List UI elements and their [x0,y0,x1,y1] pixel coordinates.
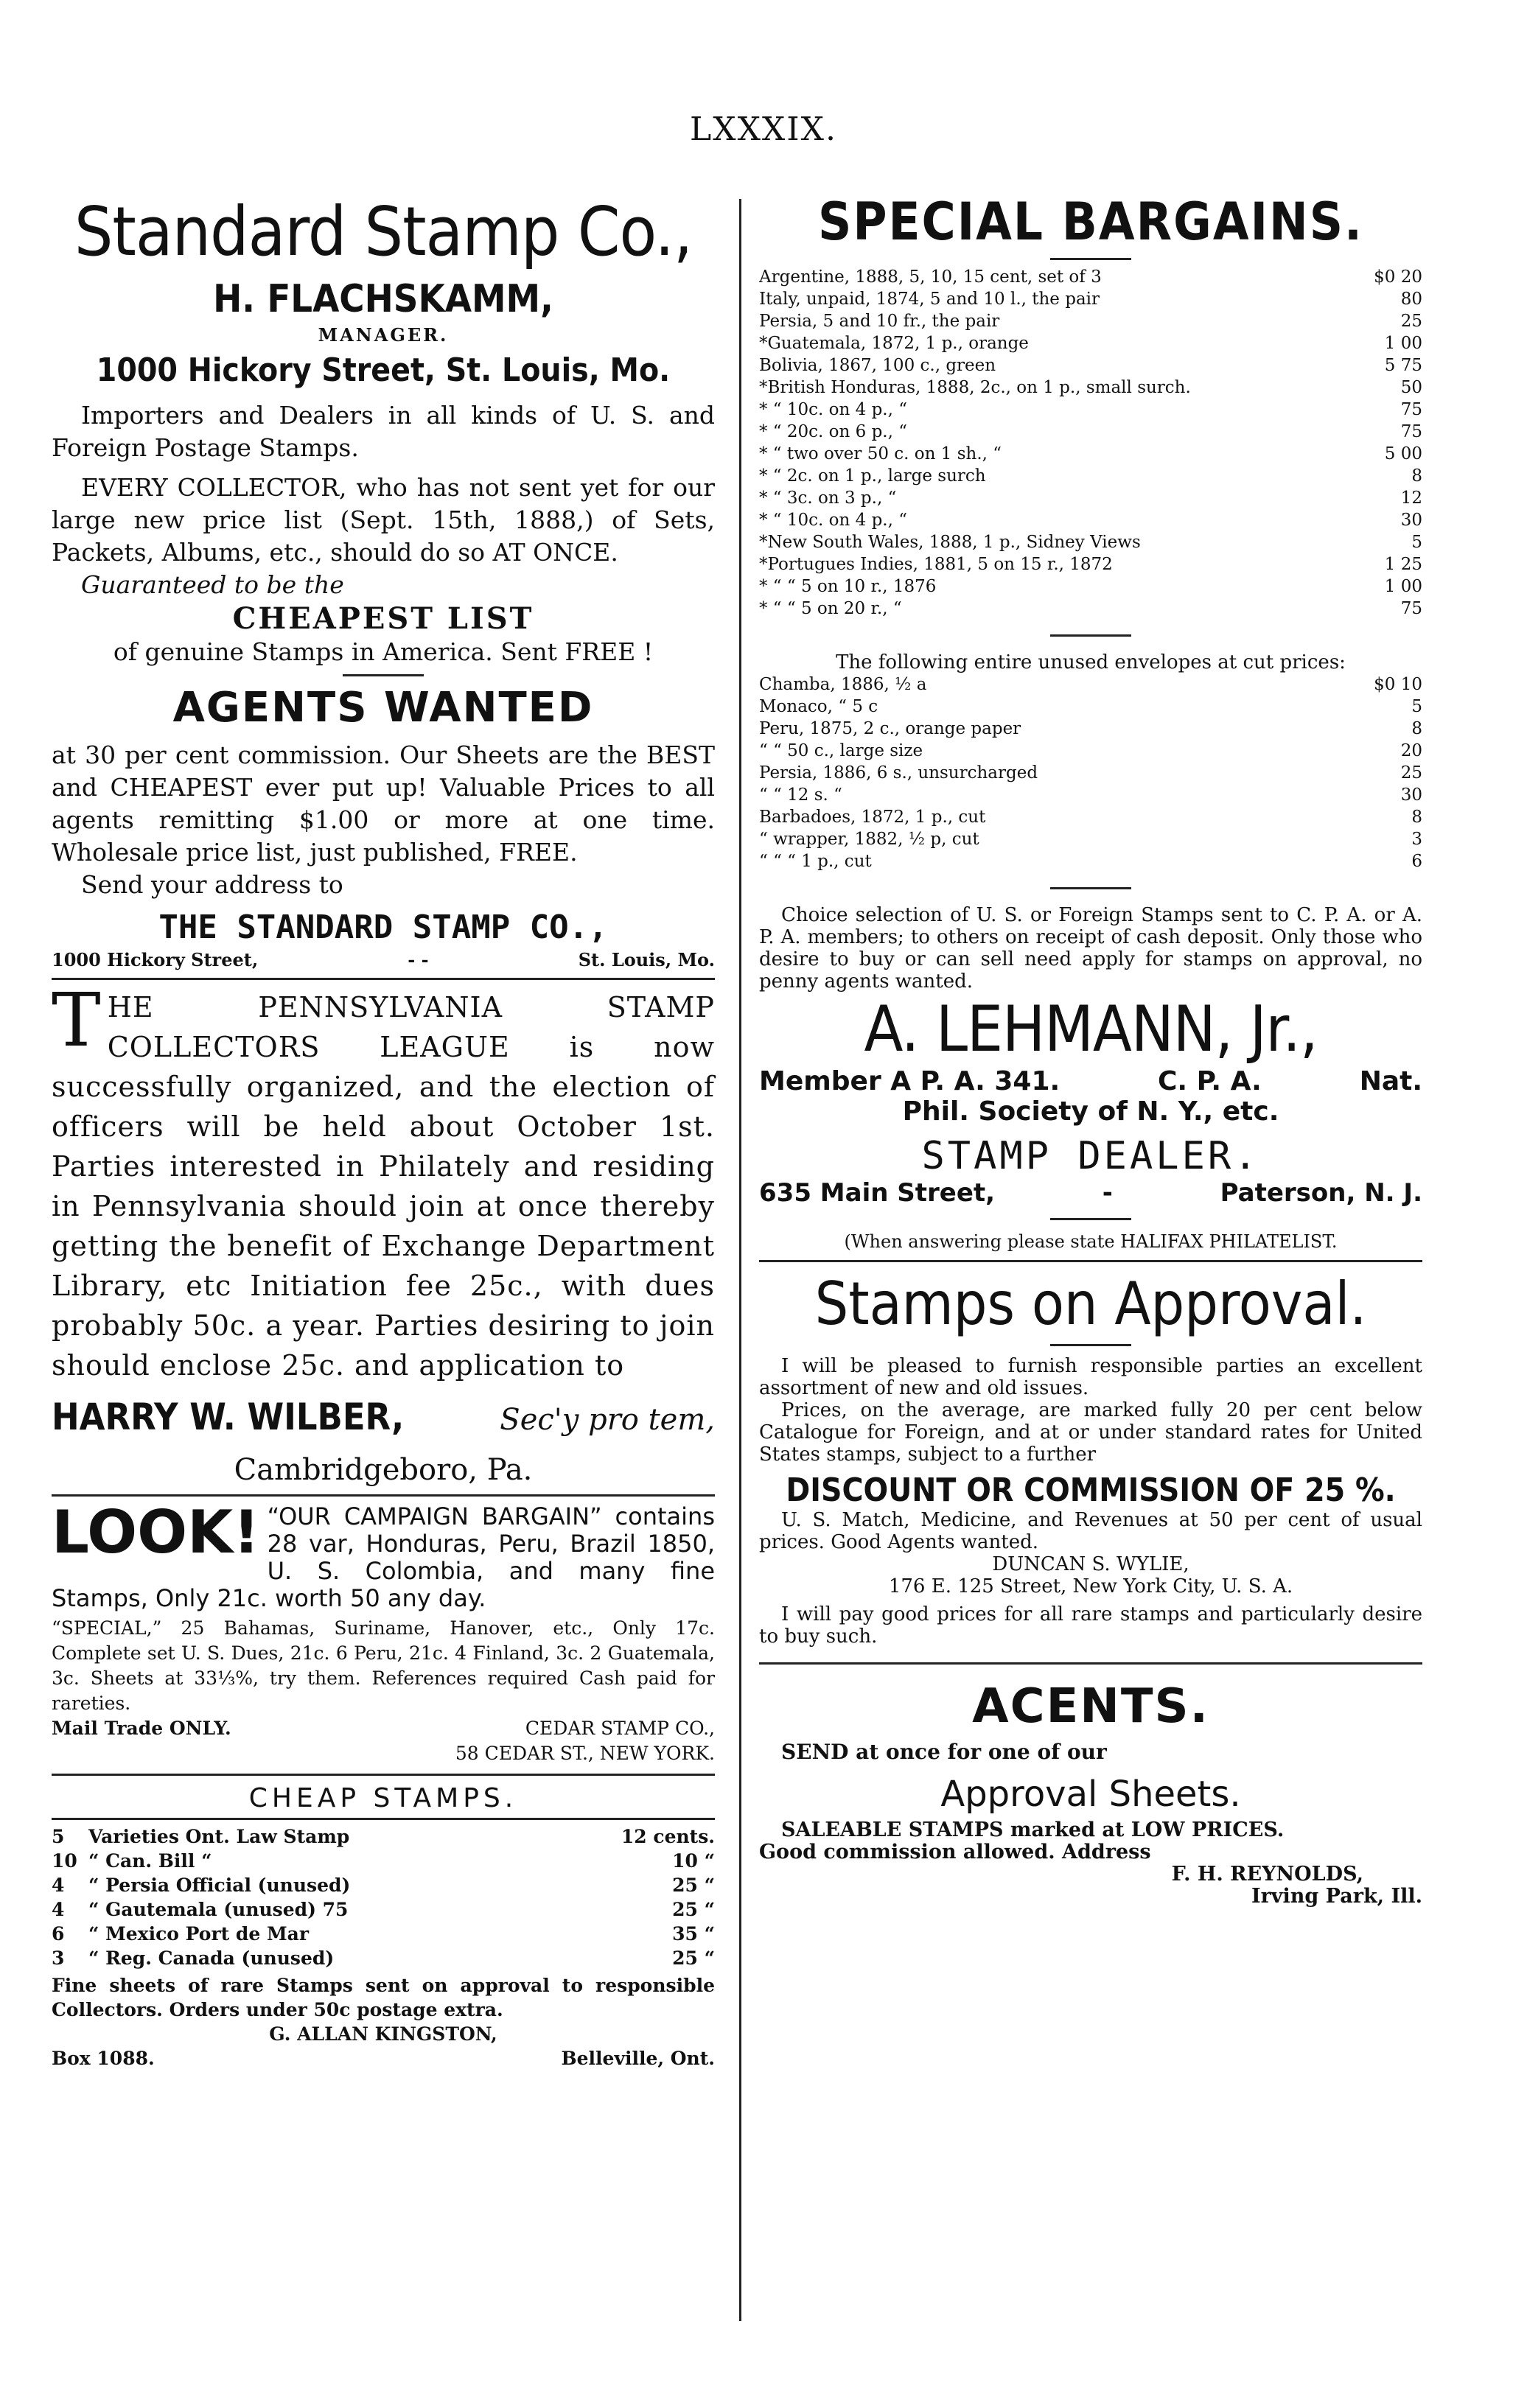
member-nat: Nat. [1359,1066,1422,1096]
divider [1050,887,1131,889]
item-name: “ Gautemala (unused) 75 [88,1899,349,1920]
bargain-list [759,266,1422,620]
item-price: 5 [1411,697,1422,716]
item-price: 25 “ [672,1875,715,1896]
cedar-stamp-ad [52,1498,715,1766]
lehmann-street: 635 Main Street, [759,1178,996,1208]
wylie-address: 176 E. 125 Street, New York City, U. S. A. [888,1575,1293,1597]
divider [1050,1344,1131,1346]
send-address-text: Send your address to [81,870,343,899]
item-quantity: 5 [52,1826,65,1847]
list-item [759,575,1422,598]
approval-p2: Prices, on the average, are marked fully 20 per cent below Catalogue for Foreign, and at or under standard rates for United States stamps, subject to a further [759,1399,1422,1466]
item-name: *Guatemala, 1872, 1 p., orange [759,334,1029,353]
address-street: 1000 Hickory Street, [52,949,259,970]
list-item [52,1922,715,1946]
list-item [759,465,1422,487]
item-quantity: 6 [52,1923,65,1945]
item-name: “ Mexico Port de Mar [88,1923,310,1945]
cedar-address: 58 CEDAR ST., NEW YORK. [455,1743,715,1764]
item-price: 30 [1400,511,1422,530]
discount-heading: DISCOUNT OR COMMISSION OF 25 %. [786,1471,1396,1509]
item-quantity: 10 [52,1850,77,1872]
address-dash: - [1102,1178,1113,1208]
item-price: 75 [1400,400,1422,419]
item-price: 1 00 [1384,334,1422,353]
list-item [52,1849,715,1873]
list-item [759,531,1422,553]
envelopes-heading: The following entire unused envelopes at cut prices: [836,651,1346,673]
drop-cap: T [52,977,102,1063]
ad-title: Standard Stamp Co., [74,192,693,271]
divider [759,1260,1422,1262]
item-price: 12 cents. [621,1826,715,1847]
cedar-name: CEDAR STAMP CO., [525,1718,715,1739]
standard-co-name: THE STANDARD STAMP CO., [158,909,608,946]
item-price: 25 “ [672,1899,715,1920]
choice-text: Choice selection of U. S. or Foreign Stamps sent to C. P. A. or A. P. A. members; to others on receipt of cash deposit. Only those who desire to buy or can sell need apply for stamps on approval, no penny agents wanted. [759,904,1422,993]
item-quantity: 3 [52,1947,65,1969]
item-price: 1 00 [1384,577,1422,596]
approval-p3: U. S. Match, Medicine, and Revenues at 50 per cent of usual prices. Good Agents wanted. [759,1509,1422,1553]
divider [52,1818,715,1820]
item-name: “ “ 12 s. “ [759,785,842,805]
page-number: LXXXIX. [690,111,837,148]
approval-p1: I will be pleased to furnish responsible parties an excellent assortment of new and old issues. [759,1355,1422,1399]
list-item [759,673,1422,696]
list-item [759,740,1422,762]
lehmann-city: Paterson, N. J. [1220,1178,1422,1208]
item-name: * “ “ 5 on 20 r., “ [759,599,902,618]
item-name: * “ 20c. on 6 p., “ [759,422,907,441]
item-name: *British Honduras, 1888, 2c., on 1 p., small surch. [759,378,1191,397]
item-name: * “ 3c. on 3 p., “ [759,489,897,508]
send-text: SEND at once for one of our [781,1740,1107,1764]
look-heading: LOOK! [52,1498,260,1567]
divider [1050,1218,1131,1220]
signer-place: Cambridgeboro, Pa. [234,1453,533,1487]
item-price: 75 [1400,599,1422,618]
item-quantity: 4 [52,1875,65,1896]
item-name: Argentine, 1888, 5, 10, 15 cent, set of 3 [759,267,1102,287]
reynolds-place: Irving Park, Ill. [1251,1885,1422,1908]
manager-role: MANAGER. [318,324,449,346]
lehmann-ad [759,993,1422,1208]
cheap-stamps-list [52,1824,715,1970]
item-name: * “ 10c. on 4 p., “ [759,400,907,419]
item-name: * “ 2c. on 1 p., large surch [759,466,986,486]
item-name: Persia, 5 and 10 fr., the pair [759,312,1000,331]
item-name: Barbadoes, 1872, 1 p., cut [759,808,986,827]
guaranteed-text: Guaranteed to be the [81,570,344,599]
agents-wanted-heading: AGENTS WANTED [172,684,594,732]
standard-co-address [52,949,715,970]
membership-line [759,1066,1422,1096]
item-name: * “ two over 50 c. on 1 sh., “ [759,444,1002,463]
collector-text: EVERY COLLECTOR, who has not sent yet for our large new price list (Sept. 15th, 1888,) of Sets, Packets, Albums, etc., should do so AT ONCE. [52,473,715,567]
fine-sheets-text: Fine sheets of rare Stamps sent on approval to responsible Collectors. Orders under 50c postage extra. [52,1975,715,2020]
agents-text: at 30 per cent commission. Our Sheets are the BEST and CHEAPEST ever put up! Valuable Prices to all agents remitting $1.00 or more at one time. Wholesale price list, just published, FREE. [52,741,715,867]
item-price: 25 [1400,763,1422,783]
item-price: 25 [1400,312,1422,331]
signer-title: Sec'y pro tem, [500,1403,715,1437]
list-item [759,266,1422,288]
item-name: Monaco, “ 5 c [759,697,878,716]
address-city: St. Louis, Mo. [578,949,715,970]
list-item [759,850,1422,872]
list-item [759,718,1422,740]
pennsylvania-league-ad [52,977,715,1487]
divider [343,674,424,676]
campaign-bargain-text [52,1498,715,1613]
item-name: “ “ 50 c., large size [759,741,923,760]
left-column [52,192,715,2071]
answering-note: (When answering please state HALIFAX PHILATELIST. [844,1231,1338,1252]
kingston-city: Belleville, Ont. [561,2048,715,2069]
intro-text: Importers and Dealers in all kinds of U. S. and Foreign Postage Stamps. [52,401,715,462]
special-bargains-ad [759,192,1422,993]
list-item [759,598,1422,620]
list-item [759,443,1422,465]
list-item [52,1824,715,1849]
item-name: “ Reg. Canada (unused) [88,1947,335,1969]
item-name: *Portugues Indies, 1881, 5 on 15 r., 1872 [759,555,1113,574]
list-item [759,354,1422,377]
list-item [52,1897,715,1922]
list-item [759,509,1422,531]
item-price: 8 [1411,719,1422,738]
list-item [52,1873,715,1897]
item-price: $0 10 [1374,675,1422,694]
item-price: 10 “ [672,1850,715,1872]
list-item [759,399,1422,421]
item-price: 50 [1400,378,1422,397]
item-name: “ Persia Official (unused) [88,1875,351,1896]
list-item [759,828,1422,850]
item-name: Persia, 1886, 6 s., unsurcharged [759,763,1038,783]
item-price: 12 [1400,489,1422,508]
league-text [52,977,715,1385]
item-name: Peru, 1875, 2 c., orange paper [759,719,1021,738]
kingston-name: G. ALLAN KINGSTON, [269,2023,497,2045]
item-name: “ “ “ 1 p., cut [759,852,872,871]
item-name: * “ “ 5 on 10 r., 1876 [759,577,937,596]
item-name: Varieties Ont. Law Stamp [88,1826,350,1847]
approval-sheets: Approval Sheets. [940,1774,1241,1815]
item-price: 6 [1411,852,1422,871]
list-item [759,553,1422,575]
list-item [759,487,1422,509]
reynolds-name: F. H. REYNOLDS, [1171,1863,1363,1886]
item-price: 8 [1411,466,1422,486]
divider [1050,634,1131,637]
manager-name: H. FLACHSKAMM, [213,277,553,321]
stamp-dealer: STAMP DEALER. [921,1134,1260,1178]
company-address: 1000 Hickory Street, St. Louis, Mo. [96,351,671,389]
genuine-text: of genuine Stamps in America. Sent FREE ! [113,637,654,666]
item-price: 25 “ [672,1947,715,1969]
league-signer [52,1396,715,1438]
cheap-stamps-heading: CHEAP STAMPS. [248,1783,518,1813]
divider [1050,258,1131,260]
divider [759,1662,1422,1665]
item-price: 3 [1411,830,1422,849]
envelope-list [759,673,1422,872]
list-item [759,377,1422,399]
item-price: 20 [1400,741,1422,760]
signer-name: HARRY W. WILBER, [52,1396,405,1438]
list-item [759,784,1422,806]
cedar-line [52,1716,715,1741]
divider [52,978,715,980]
special-offer-text: “SPECIAL,” 25 Bahamas, Suriname, Hanover, etc., Only 17c. Complete set U. S. Dues, 21c. 6 Peru, 21c. 4 Finland, 3c. 2 Guatemala, 3c. Sheets at 33⅓%, try them. References required Cash paid for rareties. [52,1617,715,1714]
item-quantity: 4 [52,1899,65,1920]
acents-heading: ACENTS. [972,1679,1209,1734]
list-item [759,696,1422,718]
commission-text: Good commission allowed. Address [759,1841,1151,1863]
divider [52,1494,715,1497]
list-item [759,288,1422,310]
lehmann-name: A. LEHMANN, Jr., [864,993,1318,1066]
standard-stamp-ad [52,192,715,970]
item-name: *New South Wales, 1888, 1 p., Sidney Views [759,533,1141,552]
kingston-address [52,2046,715,2071]
item-name: “ Can. Bill “ [88,1850,212,1872]
mail-trade: Mail Trade ONLY. [52,1718,231,1739]
list-item [759,332,1422,354]
box-number: Box 1088. [52,2048,155,2069]
address-dash: - - [408,949,429,970]
item-name: Chamba, 1886, ½ a [759,675,927,694]
list-item [759,310,1422,332]
list-item [52,1946,715,1970]
saleable-text: SALEABLE STAMPS marked at LOW PRICES. [781,1819,1285,1841]
item-price: 5 [1411,533,1422,552]
approval-heading: Stamps on Approval. [814,1270,1367,1338]
approval-p4: I will pay good prices for all rare stamps and particularly desire to buy such. [759,1603,1422,1648]
item-name: Bolivia, 1867, 100 c., green [759,356,996,375]
item-name: Italy, unpaid, 1874, 5 and 10 l., the pair [759,290,1100,309]
cheapest-list: CHEAPEST LIST [232,601,534,636]
item-price: 80 [1400,290,1422,309]
league-body: HE PENNSYLVANIA STAMP COLLECTORS LEAGUE is now successfully organized, and the election of officers will be held about October 1st. Parties interested in Philately and residing in Pennsylvania should join at once thereby getting the benefit of Exchange Department Library, etc Initiation fee 25c., with dues probably 50c. a year. Parties desiring to join should enclose 25c. and application to [52,991,715,1382]
lehmann-address [759,1178,1422,1208]
list-item [759,421,1422,443]
member-cpa: C. P. A. [1158,1066,1262,1096]
item-price: 30 [1400,785,1422,805]
wylie-name: DUNCAN S. WYLIE, [992,1553,1189,1575]
list-item [759,806,1422,828]
item-name: “ wrapper, 1882, ½ p, cut [759,830,979,849]
item-price: $0 20 [1374,267,1422,287]
divider [52,1774,715,1776]
special-bargains-heading: SPECIAL BARGAINS. [818,192,1363,252]
item-price: 75 [1400,422,1422,441]
member-apa: Member A P. A. 341. [759,1066,1060,1096]
item-price: 1 25 [1384,555,1422,574]
item-price: 35 “ [672,1923,715,1945]
column-divider [739,199,741,2321]
campaign-body: “OUR CAMPAIGN BARGAIN” contains 28 var, Honduras, Peru, Brazil 1850, U. S. Colombia, and many fine Stamps, Only 21c. worth 50 any day. [52,1502,715,1612]
item-name: * “ 10c. on 4 p., “ [759,511,907,530]
right-column [759,192,1422,1908]
reynolds-ad [759,1679,1422,1908]
item-price: 5 75 [1384,356,1422,375]
cheap-stamps-ad [52,1783,715,2071]
stamps-on-approval-ad [759,1270,1422,1648]
list-item [759,762,1422,784]
item-price: 8 [1411,808,1422,827]
item-price: 5 00 [1384,444,1422,463]
society-line: Phil. Society of N. Y., etc. [902,1096,1279,1127]
